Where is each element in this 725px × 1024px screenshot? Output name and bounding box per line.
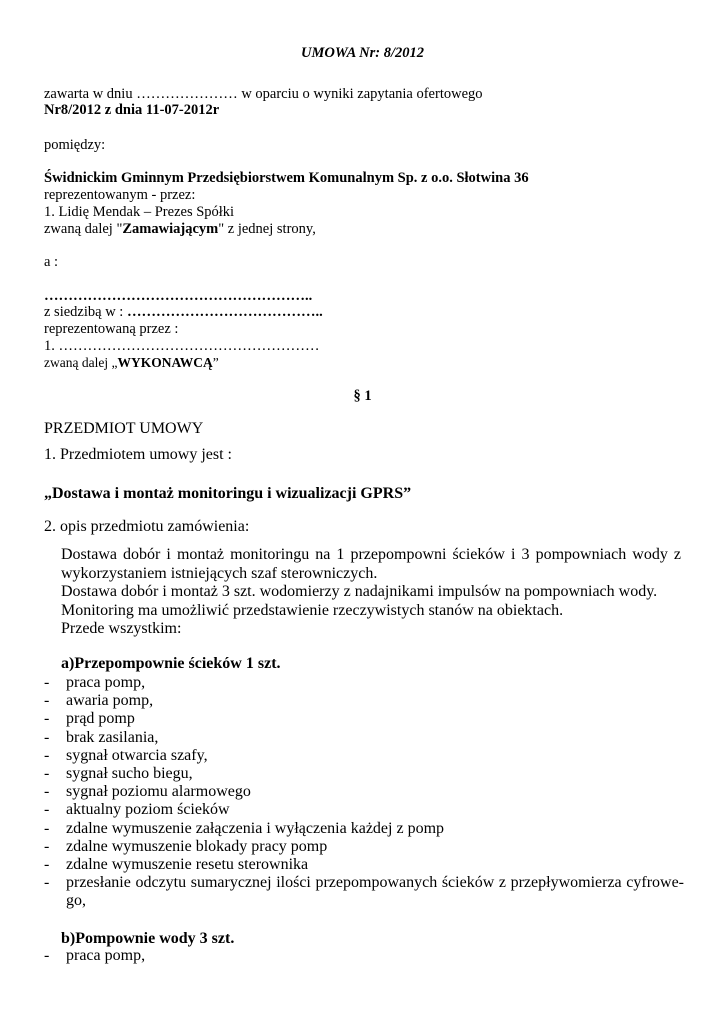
list-item-text: sygnał otwarcia szafy, — [66, 746, 208, 764]
party2-seat — [44, 303, 323, 321]
section-a-list — [44, 674, 684, 911]
party2-seat-label: z siedzibą w : — [44, 304, 127, 320]
list-item — [44, 710, 684, 728]
description-line: Dostawa dobór i montaż 3 szt. wodomierzy z nadajnikami impulsów na pompowniach wody. — [61, 583, 658, 600]
list-item — [44, 874, 684, 910]
party1-called-prefix: zwaną dalej " — [44, 221, 123, 237]
section-a-title: a)Przepompownie ścieków 1 szt. — [61, 655, 281, 672]
description-line: Przede wszystkim: — [61, 620, 182, 637]
dash-marker: - — [44, 783, 50, 801]
description-line: Dostawa dobór i montaż monitoringu na 1 przepompowni ścieków i 3 pompowniach wody z wykorzystaniem istniejących szaf sterowniczych. — [61, 546, 681, 582]
party2-name-placeholder: ……………………………………………….. — [44, 288, 313, 304]
intro-line-1: zawarta w dniu ………………… w oparciu o wyniki zapytania ofertowego — [44, 86, 483, 102]
list-item-text: zdalne wymuszenie załączenia i wyłączenia każdej z pomp — [66, 819, 445, 837]
list-item-text: przesłanie odczytu sumarycznej ilości przepompowanych ścieków z przepływomierza cyfrowe-go, — [66, 874, 684, 910]
subject-heading: PRZEDMIOT UMOWY — [44, 420, 204, 437]
dash-marker: - — [44, 819, 50, 837]
and-label: a : — [44, 254, 59, 270]
party2-called-prefix: zwaną dalej „ — [44, 355, 118, 370]
intro-line-2: Nr8/2012 z dnia 11-07-2012r — [44, 102, 220, 118]
list-item — [44, 801, 684, 819]
party2-seat-placeholder: ………………………………….. — [126, 304, 323, 320]
party2-called-role: WYKONAWCĄ — [117, 355, 213, 370]
dash-marker: - — [44, 801, 50, 819]
dash-marker: - — [44, 710, 50, 728]
dash-marker: - — [44, 674, 50, 691]
party1-called-role: Zamawiającym — [122, 221, 219, 237]
list-item-text: sygnał sucho biegu, — [66, 765, 193, 783]
party2-person: 1. ……………………………………………… — [44, 338, 320, 354]
subject-item-1: 1. Przedmiotem umowy jest : — [44, 446, 232, 463]
list-item-text: prąd pomp — [66, 710, 135, 728]
dash-marker: - — [44, 728, 50, 746]
section-b-title: b)Pompownie wody 3 szt. — [61, 930, 235, 947]
between-label: pomiędzy: — [44, 137, 106, 153]
dash-marker: - — [44, 947, 50, 964]
description-line: Monitoring ma umożliwić przedstawienie rzeczywistych stanów na obiektach. — [61, 601, 564, 619]
party1-called-suffix: " z jednej strony, — [218, 221, 316, 237]
party1-representation: reprezentowanym - przez: — [44, 187, 196, 203]
list-item-text: brak zasilania, — [66, 728, 159, 746]
party1-person: 1. Lidię Mendak – Prezes Spółki — [44, 204, 235, 220]
description-label: 2. opis przedmiotu zamówienia: — [44, 518, 250, 535]
description-block — [61, 546, 681, 639]
list-item-text: awaria pomp, — [66, 692, 154, 710]
dash-marker: - — [44, 746, 50, 764]
party2-called — [44, 354, 219, 372]
party2-representation: reprezentowaną przez : — [44, 321, 179, 337]
dash-marker: - — [44, 765, 50, 783]
list-item — [44, 692, 684, 710]
list-item — [44, 838, 684, 856]
dash-marker: - — [44, 874, 50, 892]
list-item-text: aktualny poziom ścieków — [66, 801, 230, 819]
party1-name: Świdnickim Gminnym Przedsiębiorstwem Komunalnym Sp. z o.o. Słotwina 36 — [44, 170, 529, 186]
list-item-text: sygnał poziomu alarmowego — [66, 783, 251, 801]
list-item — [44, 856, 684, 874]
dash-marker: - — [44, 837, 50, 855]
list-item — [44, 783, 684, 801]
list-item — [44, 674, 684, 692]
dash-marker: - — [44, 692, 50, 710]
subject-title: „Dostawa i montaż monitoringu i wizualizacji GPRS” — [44, 485, 412, 502]
list-item-text: praca pomp, — [66, 674, 146, 691]
section-b-list — [44, 947, 684, 965]
party1-called — [44, 220, 316, 238]
party2-called-suffix: ” — [212, 355, 219, 370]
list-item-text: zdalne wymuszenie blokady pracy pomp — [66, 837, 328, 855]
dash-marker: - — [44, 856, 50, 874]
section-symbol: § 1 — [353, 388, 372, 404]
list-item-text: zdalne wymuszenie resetu sterownika — [66, 856, 309, 874]
list-item-text: praca pomp, — [66, 947, 146, 964]
list-item — [44, 729, 684, 747]
list-item — [44, 747, 684, 765]
list-item — [44, 947, 684, 965]
list-item — [44, 820, 684, 838]
document-title: UMOWA Nr: 8/2012 — [301, 45, 424, 61]
list-item — [44, 765, 684, 783]
